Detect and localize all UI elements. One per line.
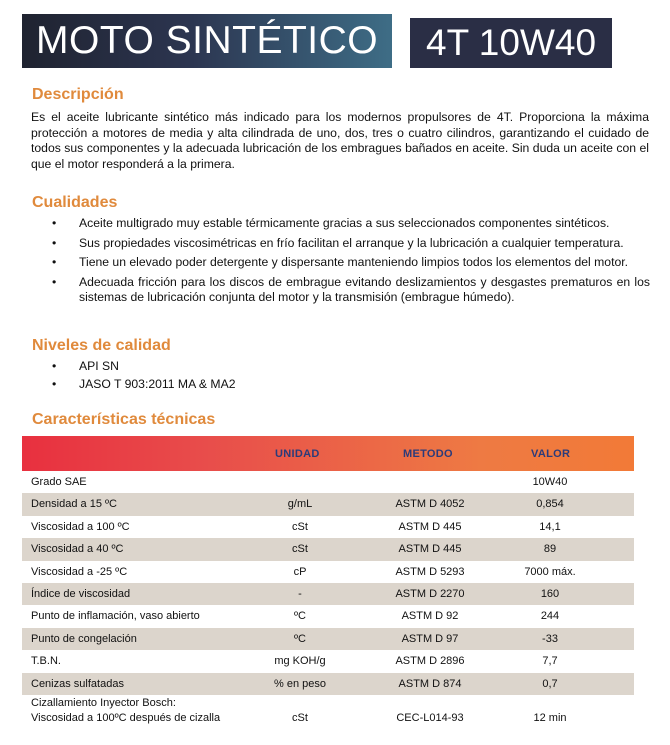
table-row [22,538,634,560]
row-method: ASTM D 4052 [395,498,465,511]
row-unit: cSt [292,711,308,724]
row-name: Punto de inflamación, vaso abierto [31,610,200,623]
niveles-list [52,359,650,396]
row-name-line1: Cizallamiento Inyector Bosch: [31,696,176,709]
row-name: Grado SAE [31,476,87,488]
row-name: Viscosidad a 40 ºC [31,543,124,556]
row-method: ASTM D 2896 [395,655,465,668]
row-name [31,696,220,726]
row-value: 89 [543,543,557,556]
row-name: Índice de viscosidad [31,587,131,600]
row-value: 0,854 [536,498,564,511]
specs-table [22,436,634,729]
row-name: Punto de congelación [31,632,137,645]
list-item: • Sus propiedades viscosimétricas en frío facilitan el arranque y la lubricación a cualquier temperatura. [52,236,650,252]
list-item: • API SN [52,359,650,375]
row-method: ASTM D 2270 [395,587,465,600]
row-method: ASTM D 5293 [395,565,465,578]
product-grade: 4T 10W40 [410,18,612,68]
row-method: ASTM D 97 [401,632,459,645]
table-row [22,516,634,538]
row-name: T.B.N. [31,655,61,668]
row-unit: ºC [294,632,306,645]
row-unit: cSt [292,520,308,533]
row-value: -33 [542,632,558,645]
product-title: MOTO SINTÉTICO [22,14,392,68]
row-unit: cP [293,565,307,578]
list-item: • JASO T 903:2011 MA & MA2 [52,377,650,393]
row-name: Cenizas sulfatadas [31,677,124,690]
row-name: Viscosidad a 100 ºC [31,520,130,533]
cualidades-heading: Cualidades [32,194,118,211]
row-method: ASTM D 445 [398,520,462,533]
cualidades-list [52,216,650,310]
table-row [22,628,634,650]
row-unit: g/mL [287,498,313,511]
row-value: 7,7 [542,655,558,668]
row-value: 160 [540,587,560,600]
column-header-valor: VALOR [531,448,571,460]
row-unit: ºC [294,610,306,623]
row-name: Densidad a 15 ºC [31,498,117,511]
table-row [22,673,634,695]
table-row [22,695,634,729]
row-value: 12 min [533,711,567,724]
row-unit: cSt [292,543,308,556]
table-header [22,436,634,471]
row-value: 0,7 [542,677,558,690]
table-row [22,605,634,627]
row-method: ASTM D 874 [398,677,462,690]
column-header-unidad: UNIDAD [275,448,320,460]
row-value: 7000 máx. [524,565,576,578]
header [22,14,612,68]
table-row [22,471,634,493]
descripcion-heading: Descripción [32,86,124,103]
list-item: • Aceite multigrado muy estable térmicamente gracias a sus seleccionados componentes sintéticos. [52,216,650,232]
table-row [22,493,634,515]
table-row [22,561,634,583]
row-name: Viscosidad a -25 ºC [31,565,128,578]
descripcion-text: Es el aceite lubricante sintético más indicado para los modernos propulsores de 4T. Proporciona la máxima protección a motores de media y alta cilindrada de uno, dos, tres o cuatro cilindros, garantizando el cuidado de todos sus componentes y la adecuada lubricación de los embragues bañados en aceite. Sin duda un aceite con el que el motor responderá a la primera. [31,110,649,171]
row-unit: mg KOH/g [274,655,326,668]
column-header-metodo: METODO [403,448,453,460]
caracteristicas-heading: Características técnicas [32,411,216,428]
row-method: ASTM D 92 [401,610,459,623]
row-value: 14,1 [539,520,561,533]
row-unit: % en peso [274,677,326,690]
table-row [22,583,634,605]
table-row [22,650,634,672]
list-item: • Adecuada fricción para los discos de embrague evitando deslizamientos y desgastes prematuros en los sistemas de lubricación conjunta del motor y la transmisión (embrague húmedo). [52,275,650,306]
row-value: 244 [540,610,560,623]
row-method: CEC-L014-93 [396,711,464,724]
niveles-heading: Niveles de calidad [32,337,171,354]
row-name-line2: Viscosidad a 100ºC después de cizalla [31,711,221,724]
row-value: 10W40 [532,476,568,488]
row-method: ASTM D 445 [398,543,462,556]
row-unit: - [298,587,302,600]
list-item: • Tiene un elevado poder detergente y dispersante manteniendo limpios todos los elementos del motor. [52,255,650,271]
